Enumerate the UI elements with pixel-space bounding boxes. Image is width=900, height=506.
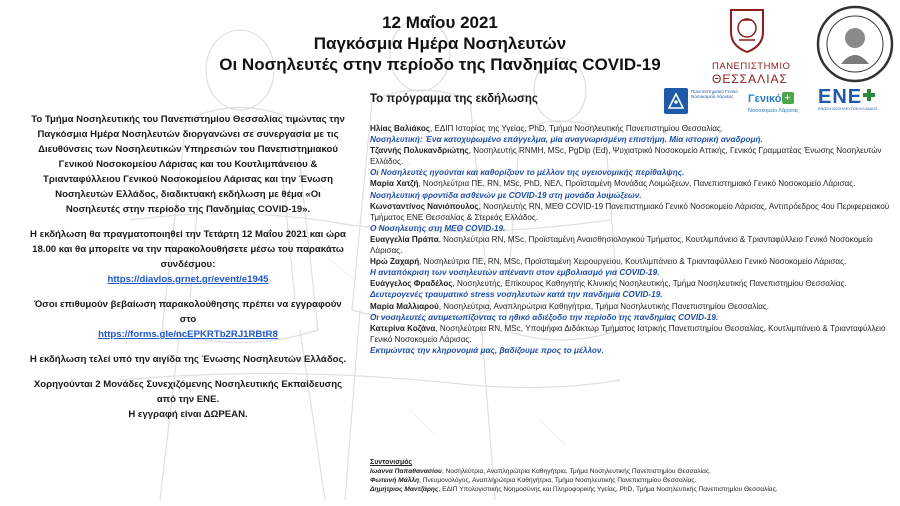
speaker-name: Ευάγγελος Φραδέλος [370,279,453,289]
coordinator-name: Φωτεινή Μάλλη [370,477,420,484]
coordination-section [370,458,895,494]
geniko-hospital-logo [748,89,812,114]
schedule-paragraph: Η εκδήλωση θα πραγματοποιηθεί την Τετάρτη 12 Μαΐου 2021 και ώρα 18.00 και θα μπορείτε να την παρακολουθήσετε μέσω του παρακάτω συνδέσμου: [30,229,346,270]
talk-topic: Ο Νοσηλευτής στη ΜΕΘ COVID-19. [370,223,506,233]
event-stream-link[interactable]: https://diavlos.grnet.gr/event/e1945 [107,274,269,285]
speaker-entry [370,278,890,289]
coordinator-role: , Νοσηλεύτρια, Αναπληρώτρια Καθηγήτρια, Τμήμα Νοσηλευτικής Πανεπιστημίου Θεσσαλίας. [441,468,711,475]
speaker-entry [370,234,890,256]
event-title: Παγκόσμια Ημέρα Νοσηλευτών [313,34,567,53]
coordinator-name: Ιωάννα Παπαθανασίου [370,468,442,475]
university-crest-icon [725,6,769,54]
event-description [28,112,348,422]
medical-cross-icon [863,89,875,101]
speaker-entry [370,145,890,167]
uth-name-line1: ΠΑΝΕΠΙΣΤΗΜΙΟ [712,61,791,72]
university-of-thessaly-logo [712,6,791,96]
coordinator-name: Δημήτριος Μαντζάρης [370,486,439,493]
coordinator-role: , ΕΔΙΠ Υπολογιστικής Νοημοσύνης και Πληροφορικής Υγείας, PhD, Τμήμα Νοσηλευτικής Πανεπιστημίου Θεσσαλίας. [438,486,778,493]
talk-topic: Οι νοσηλευτές αντιμετωπίζοντας το ηθικό αδιέξοδο την περίοδο της πανδημίας COVID-19. [370,312,719,322]
auspices-paragraph: Η εκδήλωση τελεί υπό την αιγίδα της Ένωσης Νοσηλευτών Ελλάδος. [29,354,347,365]
speaker-entry [370,123,890,134]
speaker-role: , Νοσηλεύτρια RN, MSc, Υποψήφια Διδάκτωρ Τμήματος Ιατρικής Πανεπιστημίου Θεσσαλίας, Κουτλιμπάνειο & Τριανταφύλλειο Γενικό Νοσοκομείο Λάρισας. [370,323,886,344]
speaker-role: , Νοσηλευτής RN, ΜΕΘ COVID-19 Πανεπιστημιακό Γενικό Νοσοκομείο Λάρισας, Αντιπρόεδρος 4ου Περιφερειακού Τμήματος ΕΝΕ Θεσσαλίας & Στερεάς Ελλάδος. [370,201,890,222]
speaker-role: , Νοσηλεύτρια ΠΕ, RN, MSc, Προϊσταμένη Χειρουργείου, Κουτλιμπάνειο & Τριανταφύλλειο Γενικό Νοσοκομείο Λάρισας. [419,257,847,267]
event-header [160,12,720,75]
coordination-title: Συντονισμός [370,459,413,466]
speaker-name: Κατερίνα Κοζάνα [370,323,436,333]
geniko-logo-subtitle: Νοσοκομείο Λάρισας [748,108,799,114]
talk-topic: Εκτιμώντας την κληρονομιά μας, βαδίζουμε προς το μέλλον. [370,345,604,355]
free-registration-note: Η εγγραφή είναι ΔΩΡΕΑΝ. [128,409,248,420]
larisa-hospital-text: Πανεπιστημιακό Γενικό Νοσοκομείο Λάρισας [691,89,738,100]
speaker-entry [370,301,890,312]
talk-topic: Δευτερογενές τραυματικό stress νοσηλευτών κατά την πανδημία COVID-19. [370,290,663,300]
speaker-entry [370,201,890,223]
registration-paragraph: Όσοι επιθυμούν βεβαίωση παρακολούθησης πρέπει να εγγραφούν στο [34,299,342,325]
credits-paragraph: Χορηγούνται 2 Μονάδες Συνεχιζόμενης Νοσηλευτικής Εκπαίδευσης από την ΕΝΕ. [33,379,343,405]
intro-paragraph: Το Τμήμα Νοσηλευτικής του Πανεπιστημίου Θεσσαλίας τιμώντας την Παγκόσμια Ημέρα Νοσηλευτών διοργανώνει σε συνεργασία με τις Διευθύνσεις των Νοσηλευτικών Υπηρεσιών του Πανεπιστημιακού Γενικού Νοσοκομείου Λάρισας και του Κουτλιμπάνειου & Τριανταφύλλειου Γενικού Νοσοκομείου Λάρισας και την Ένωση Νοσηλευτών Ελλάδος, διαδικτυακή εκδήλωση με θέμα «Οι Νοσηλευτές στην περίοδο της Πανδημίας COVID-19». [31,114,345,215]
speaker-role: , Νοσηλεύτρια ΠΕ, RN, MSc, PhD, ΝΕΛ, Προϊσταμένη Μονάδας Λοιμώξεων, Πανεπιστημιακό Γενικό Νοσοκομείο Λάρισας. [418,179,856,189]
speaker-entry [370,256,890,267]
speaker-role: , Νοσηλευτής RNMH, MSc, PgDip (Ed), Ψυχιατρικό Νοσοκομείο Αττικής, Γενικός Γραμματέας Ένωσης Νοσηλευτών Ελλάδος. [370,146,882,167]
event-date: 12 Μαΐου 2021 [382,13,498,32]
coordinator-entry [370,485,895,494]
speaker-name: Ηρώ Ζαχαρή [370,257,420,267]
speaker-name: Ευαγγελία Πράπα [370,234,439,244]
coordinator-entry [370,467,895,476]
ene-logo-subtitle: ΕΝΩΣΗ ΝΟΣΗΛΕΥΤΩΝ ΕΛΛΑΔΟΣ [818,107,878,111]
talk-topic: Η ανταπόκριση των νοσηλευτών απέναντι στον εμβολιασμό για COVID-19. [370,268,660,278]
larisa-hospital-logo [664,88,740,118]
ene-logo-word: ΕΝΕ [818,86,863,108]
coordinator-entry [370,476,895,485]
program-title: Το πρόγραμμα της εκδήλωσης [370,93,538,105]
uth-name-line2: ΘΕΣΣΑΛΙΑΣ [712,72,788,86]
partner-logos [662,86,898,120]
speaker-name: Μαρία Μαλλιαρού [370,301,439,311]
speaker-name: Ηλίας Βαλιάκος [370,124,430,133]
university-seal-logo [815,4,895,84]
speaker-role: , Νοσηλεύτρια RN, MSc, Προϊσταμένη Αναισθησιολογικού Τμήματος, Κουτλιμπάνειο & Τριανταφύλλειο Γενικό Νοσοκομείο Λάρισας. [370,234,873,256]
speaker-name: Τζαννής Πολυκανδριώτης [370,146,469,156]
speaker-entry [370,178,890,189]
talk-topic: Νοσηλευτική: Ένα κατοχυρωμένο επάγγελμα, μία αναγνωρισμένη επιστήμη. Μία ιστορική αναδρομή. [370,135,763,145]
speaker-name: Κωνσταντίνος Νανιόπουλος [370,201,479,211]
talk-topic: Νοσηλευτική φροντίδα ασθενών με COVID-19 στη μονάδα λοιμώξεων. [370,190,642,200]
speaker-role: , Νοσηλευτής, Επίκουρος Καθηγητής Κλινικής Νοσηλευτικής, Τμήμα Νοσηλευτικής Πανεπιστημίου Θεσσαλίας. [452,279,847,289]
speaker-role: , ΕΔΙΠ Ιστορίας της Υγείας, PhD, Τμήμα Νοσηλευτικής Πανεπιστημίου Θεσσαλίας. [429,124,724,133]
ene-logo [818,86,898,111]
speaker-name: Μαρία Χατζή [370,179,419,189]
program-list [370,123,890,356]
hospital-building-icon [664,88,688,114]
speaker-role: , Νοσηλεύτρια, Αναπληρώτρια Καθηγήτρια, Τμήμα Νοσηλευτικής Πανεπιστημίου Θεσσαλίας. [438,301,770,311]
geniko-logo-word: Γενικό [748,93,782,105]
speaker-entry [370,323,890,345]
registration-form-link[interactable]: https://forms.gle/ncEPKRTb2RJ1RBtR8 [98,329,278,340]
talk-topic: Οι Νοσηλευτές ηγούνται και καθορίζουν το μέλλον της υγειονομικής περίθαλψης. [370,168,685,178]
event-subtitle: Οι Νοσηλευτές στην περίοδο της Πανδημίας COVID-19 [219,55,661,74]
coordinator-role: , Πνευμονολόγος, Αναπληρώτρια Καθηγήτρια, Τμήμα Νοσηλευτικής Πανεπιστημίου Θεσσαλίας. [419,477,697,484]
plus-icon: + [782,92,794,104]
